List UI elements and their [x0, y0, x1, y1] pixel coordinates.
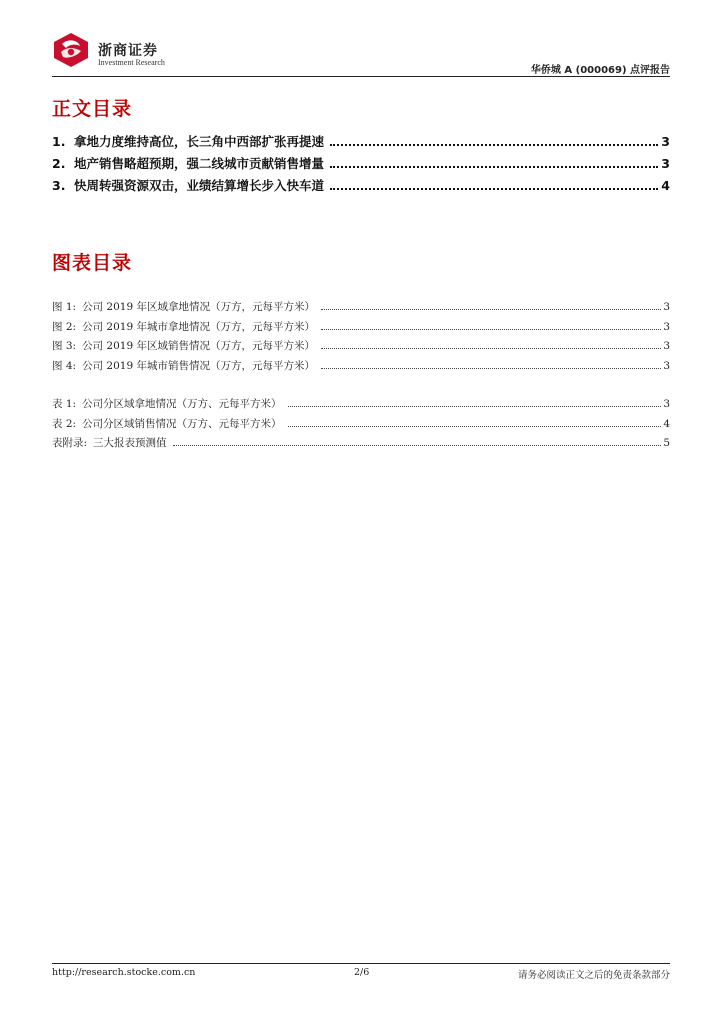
table-label: 表 2:: [52, 417, 77, 430]
table-entry[interactable]: [52, 416, 670, 436]
table-entry[interactable]: [52, 396, 670, 416]
figure-toc-title: 图表目录: [52, 252, 133, 274]
main-toc-title: 正文目录: [52, 98, 133, 120]
table-text: 公司分区域销售情况（万方、元每平方米）: [82, 417, 282, 430]
figure-label: 图 2:: [52, 320, 77, 333]
brand-name-cn: 浙商证券: [98, 43, 158, 59]
toc-entry[interactable]: [52, 176, 670, 198]
table-text: 三大报表预测值: [93, 437, 167, 449]
figure-entry[interactable]: [52, 319, 670, 339]
figure-list: [52, 299, 670, 377]
dot-leader: [288, 425, 662, 427]
figure-page: 3: [663, 320, 670, 333]
dot-leader: [173, 444, 662, 446]
disclaimer-note: 请务必阅读正文之后的免责条款部分: [517, 970, 670, 981]
header-divider: [52, 76, 670, 77]
toc-entry-page: 4: [661, 178, 670, 193]
figure-entry[interactable]: [52, 299, 670, 319]
toc-entry-page: 3: [661, 134, 670, 149]
page-header: [0, 0, 724, 80]
figure-text: 公司 2019 年城市拿地情况（万方，元每平方米）: [82, 320, 315, 333]
dot-leader: [321, 367, 661, 369]
brand-name-en: Investment Research: [98, 58, 165, 67]
table-entry[interactable]: [52, 435, 670, 455]
table-label: 表附录:: [52, 437, 88, 449]
figure-page: 3: [663, 359, 670, 372]
zheshang-logo-icon: [52, 32, 90, 68]
figure-label: 图 1:: [52, 301, 77, 313]
footer-divider: [52, 963, 670, 964]
dot-leader: [330, 143, 658, 146]
dot-leader: [321, 308, 661, 310]
dot-leader: [321, 347, 661, 349]
report-title: 华侨城 A (000069) 点评报告: [530, 65, 670, 76]
figure-entry[interactable]: [52, 358, 670, 378]
toc-entry-number: 3.: [52, 178, 66, 193]
table-label: 表 1:: [52, 398, 77, 410]
figure-entry[interactable]: [52, 338, 670, 358]
figure-text: 公司 2019 年城市销售情况（万方，元每平方米）: [82, 359, 315, 372]
figure-page: 3: [663, 340, 670, 352]
footer-url[interactable]: http://research.stocke.com.cn: [52, 967, 196, 978]
table-page: 4: [663, 417, 670, 430]
toc-entry-text: 快周转强资源双击，业绩结算增长步入快车道: [74, 178, 325, 193]
toc-entry-page: 3: [661, 156, 670, 171]
figure-label: 图 4:: [52, 359, 77, 372]
figure-text: 公司 2019 年区域销售情况（万方，元每平方米）: [82, 340, 315, 352]
table-list: [52, 396, 670, 455]
page-number: 2/6: [354, 967, 370, 978]
dot-leader: [330, 187, 658, 190]
table-text: 公司分区域拿地情况（万方、元每平方米）: [82, 398, 282, 410]
toc-entry-number: 1.: [52, 134, 66, 149]
toc-entry-text: 地产销售略超预期，强二线城市贡献销售增量: [74, 156, 325, 171]
dot-leader: [288, 405, 662, 407]
toc-entry[interactable]: [52, 132, 670, 154]
table-page: 5: [663, 437, 670, 449]
table-page: 3: [663, 398, 670, 410]
figure-label: 图 3:: [52, 340, 77, 352]
toc-entry-number: 2.: [52, 156, 66, 171]
main-toc: [52, 132, 670, 198]
figure-page: 3: [663, 301, 670, 313]
dot-leader: [321, 328, 661, 330]
dot-leader: [330, 165, 658, 168]
toc-entry-text: 拿地力度维持高位，长三角中西部扩张再提速: [74, 134, 325, 149]
toc-entry[interactable]: [52, 154, 670, 176]
figure-text: 公司 2019 年区域拿地情况（万方，元每平方米）: [82, 301, 315, 313]
